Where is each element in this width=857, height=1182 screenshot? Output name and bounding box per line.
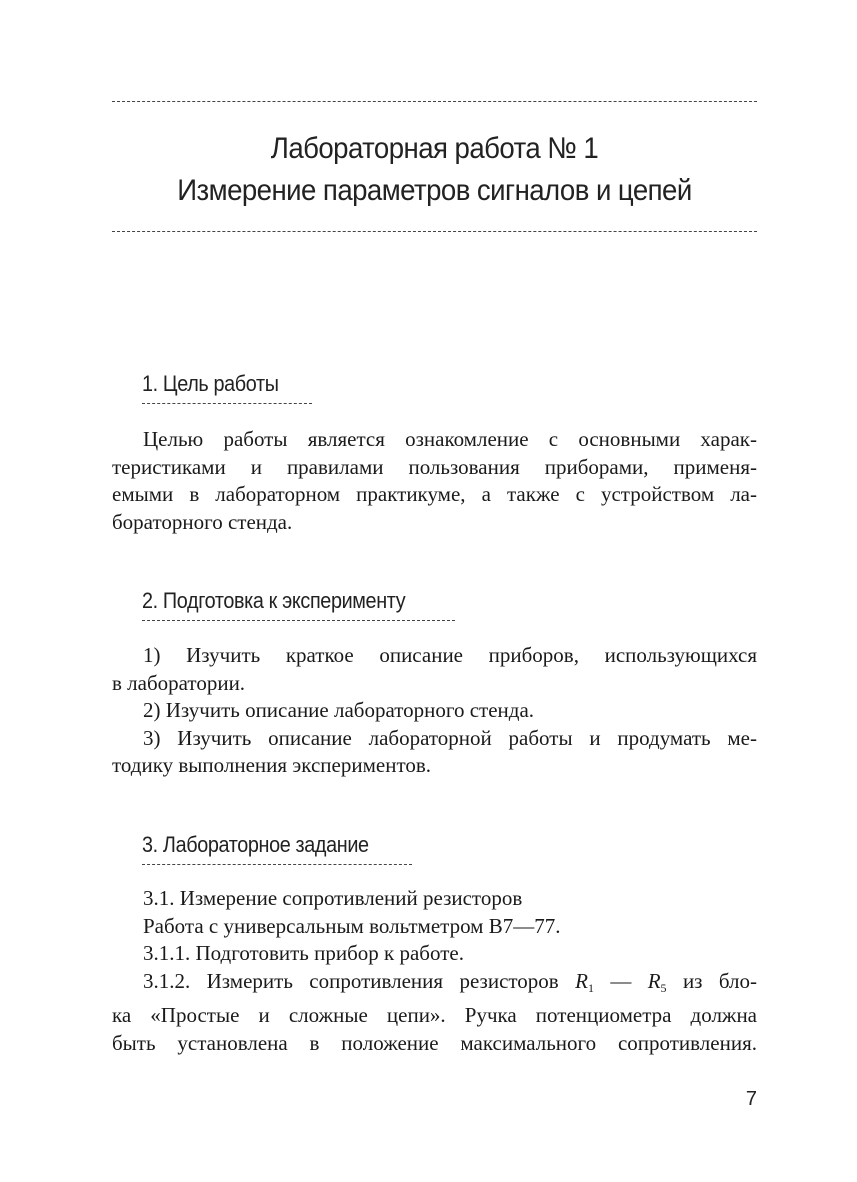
text-line: 3.1.1. Подготовить прибор к работе.	[143, 941, 464, 965]
section-2-heading: 2. Подготовка к эксперименту	[142, 588, 406, 613]
title-line-2: Измерение параметров сигналов и цепей	[177, 174, 692, 207]
section-2-heading-rule	[142, 620, 455, 621]
page-title	[138, 128, 731, 212]
title-bottom-dashed-rule	[112, 231, 757, 232]
resistor-symbol: R	[647, 968, 661, 993]
text-line: 3) Изучить описание лабораторной работы и продумать ме-	[143, 725, 757, 750]
section-3-heading: 3. Лабораторное задание	[142, 832, 369, 857]
text-line: Целью работы является ознакомление с основными харак-	[143, 427, 757, 451]
text-line: Работа с универсальным вольтметром В7—77.	[143, 913, 561, 938]
text-line: 1) Изучить краткое описание приборов, использующихся	[143, 643, 757, 667]
text-line-with-formula	[112, 968, 757, 1003]
section-1-paragraph	[112, 426, 757, 536]
text-fragment: из бло-	[682, 968, 757, 993]
resistor-subscript: 1	[587, 980, 594, 995]
section-1-heading-rule	[142, 403, 312, 404]
title-line-1: Лабораторная работа № 1	[270, 132, 599, 165]
range-dash: —	[610, 968, 632, 993]
top-dashed-rule	[112, 101, 757, 102]
section-3-heading-rule	[142, 864, 412, 865]
text-line: ка «Простые и сложные цепи». Ручка потенциометра должна	[112, 1003, 757, 1027]
text-line: теристиками и правилами пользования приборами, применя-	[112, 454, 757, 479]
page-number: 7	[745, 1088, 757, 1110]
text-line: 3.1. Измерение сопротивлений резисторов	[143, 886, 523, 910]
section-2-paragraph	[112, 642, 757, 780]
text-line: в лаборатории.	[112, 670, 246, 695]
resistor-symbol: R	[575, 968, 588, 993]
text-fragment: 3.1.2. Измерить сопротивления резисторов	[143, 968, 559, 993]
resistor-subscript: 5	[660, 980, 667, 995]
text-line: бораторного стенда.	[112, 509, 293, 534]
text-line: емыми в лабораторном практикуме, а также с устройством ла-	[112, 482, 757, 506]
text-line: быть установлена в положение максимального сопротивления.	[112, 1030, 757, 1055]
text-line: 2) Изучить описание лабораторного стенда.	[143, 698, 535, 722]
section-3-paragraph	[112, 885, 757, 1057]
section-1-heading: 1. Цель работы	[142, 371, 279, 396]
text-line: тодику выполнения экспериментов.	[112, 753, 432, 777]
